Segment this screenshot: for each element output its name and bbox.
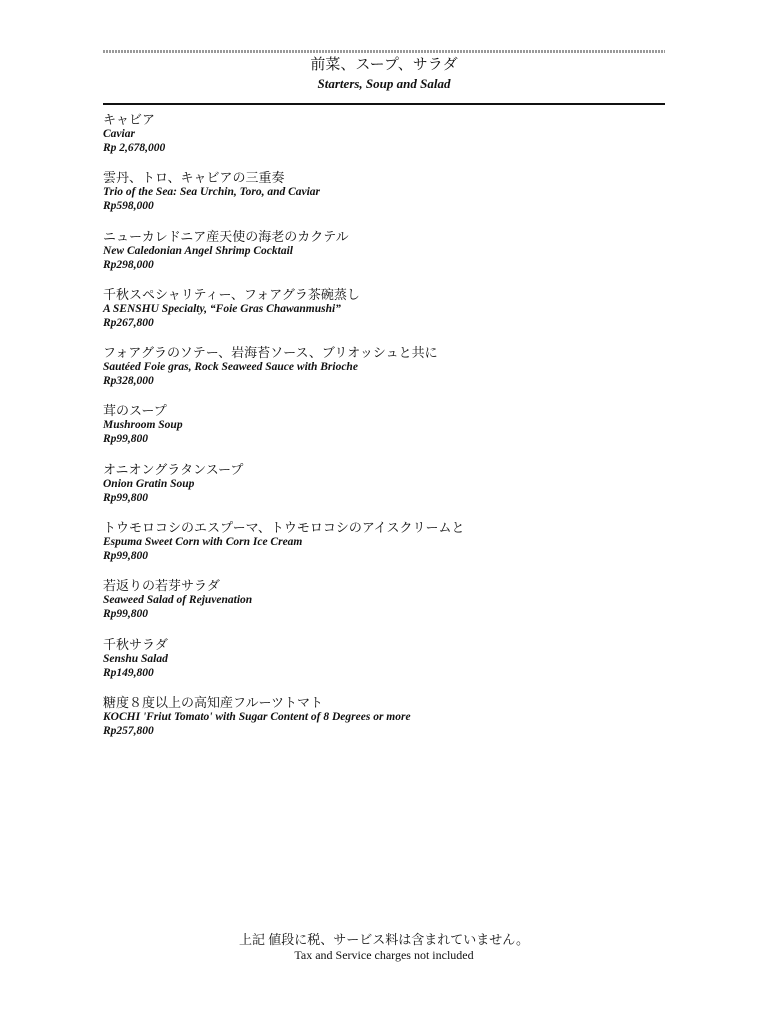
item-price: Rp99,800 — [103, 433, 149, 446]
item-name-en: Espuma Sweet Corn with Corn Ice Cream — [103, 536, 303, 549]
item-price: Rp99,800 — [103, 550, 149, 563]
menu-item-kochi-fruit-tomato — [103, 695, 703, 753]
item-name-en: Mushroom Soup — [103, 419, 183, 432]
item-price: Rp298,000 — [103, 258, 154, 271]
item-name-jp: 茸のスープ — [103, 403, 167, 419]
item-name-jp: オニオングラタンスープ — [103, 461, 244, 477]
top-dotted-rule — [103, 50, 665, 53]
item-price: Rp598,000 — [103, 200, 154, 213]
menu-item-seaweed-salad — [103, 578, 703, 636]
item-name-jp: トウモロコシのエスプーマ、トウモロコシのアイスクリームと — [103, 520, 465, 536]
menu-footer — [0, 932, 768, 963]
item-name-en: A SENSHU Specialty, “Foie Gras Chawanmushi” — [103, 302, 341, 315]
menu-item-senshu-salad — [103, 637, 703, 695]
item-name-en: KOCHI 'Friut Tomato' with Sugar Content of 8 Degrees or more — [103, 710, 411, 723]
menu-item-mushroom-soup — [103, 403, 703, 461]
menu-item-foie-gras-chawanmushi — [103, 287, 703, 345]
item-name-en: Sautéed Foie gras, Rock Seaweed Sauce with Brioche — [103, 361, 358, 374]
item-price: Rp328,000 — [103, 375, 154, 388]
item-name-en: Onion Gratin Soup — [103, 477, 195, 490]
item-name-en: Senshu Salad — [103, 652, 168, 665]
item-name-jp: 千秋スペシャリティー、フォアグラ茶碗蒸し — [103, 286, 360, 302]
item-price: Rp257,800 — [103, 724, 154, 737]
tax-note-en: Tax and Service charges not included — [294, 948, 474, 962]
item-name-en: Caviar — [103, 128, 135, 140]
item-price: Rp149,800 — [103, 666, 154, 679]
menu-item-list — [103, 112, 703, 753]
item-name-jp: キャビア — [103, 112, 156, 127]
item-name-jp: 千秋サラダ — [103, 636, 168, 652]
item-name-en: Trio of the Sea: Sea Urchin, Toro, and Caviar — [103, 186, 321, 199]
item-name-en: Seaweed Salad of Rejuvenation — [103, 594, 253, 607]
item-name-jp: 糖度８度以上の高知産フルーツトマト — [103, 694, 323, 710]
item-name-jp: 雲丹、トロ、キャビアの三重奏 — [103, 170, 285, 186]
menu-item-onion-gratin-soup — [103, 462, 703, 520]
item-name-jp: フォアグラのソテー、岩海苔ソース、ブリオッシュと共に — [103, 345, 438, 361]
item-price: Rp99,800 — [103, 608, 149, 621]
menu-item-espuma-sweet-corn — [103, 520, 703, 578]
item-name-jp: ニューカレドニア産天使の海老のカクテル — [103, 228, 349, 244]
tax-note-jp: 上記 値段に税、サービス料は含まれていません。 — [238, 932, 530, 947]
page-title-jp: 前菜、スープ、サラダ — [310, 57, 458, 73]
page-title-en: Starters, Soup and Salad — [317, 76, 451, 91]
header-divider — [103, 103, 665, 105]
item-name-en: New Caledonian Angel Shrimp Cocktail — [103, 244, 293, 257]
menu-item-shrimp-cocktail — [103, 229, 703, 287]
menu-item-trio-of-the-sea — [103, 170, 703, 228]
item-price: Rp 2,678,000 — [103, 142, 166, 154]
menu-header — [103, 56, 665, 92]
item-price: Rp99,800 — [103, 491, 149, 504]
menu-item-caviar — [103, 112, 703, 170]
menu-item-sauteed-foie-gras — [103, 345, 703, 403]
item-price: Rp267,800 — [103, 316, 154, 329]
item-name-jp: 若返りの若芽サラダ — [103, 578, 220, 594]
